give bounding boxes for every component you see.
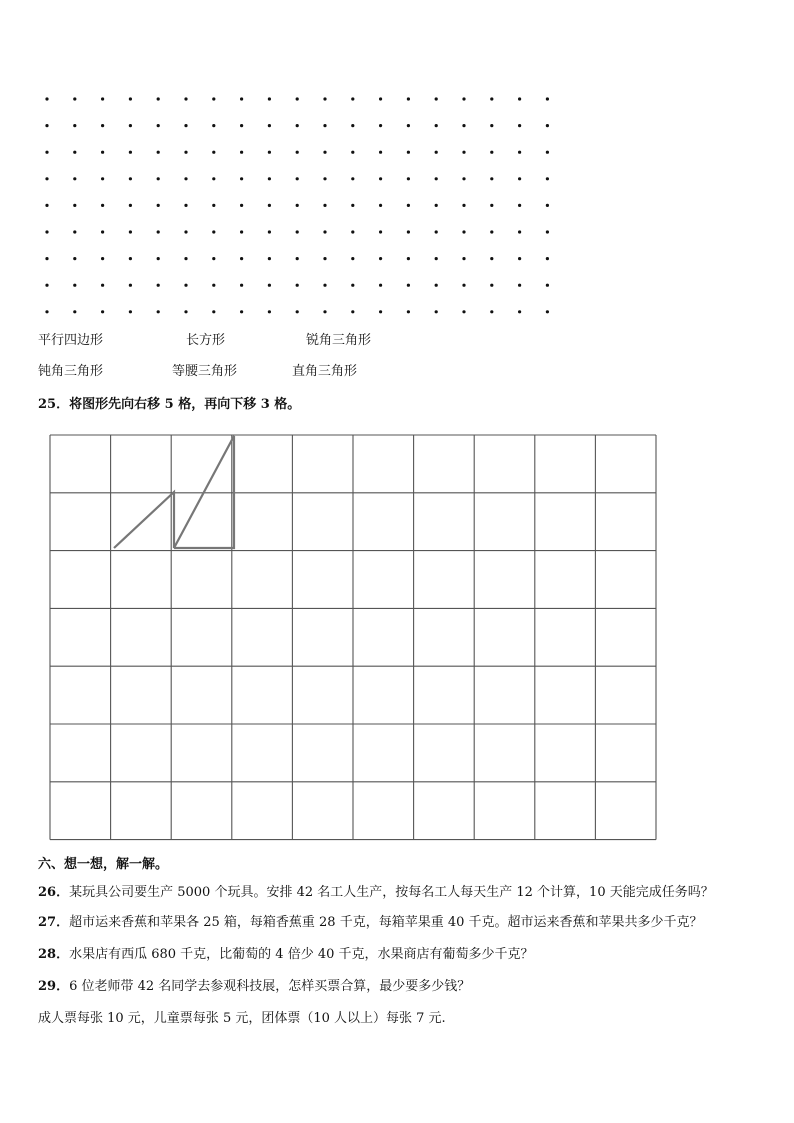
grid-lines [50, 435, 656, 840]
label-isosceles-triangle: 等腰三角形 [172, 364, 238, 379]
question-text: 超市运来香蕉和苹果各 25 箱，每箱香蕉重 28 千克，每箱苹果重 40 千克。超市运来香蕉和苹果共多少千克？ [69, 915, 703, 930]
section-title: 六、想一想，解一解。 [38, 857, 169, 872]
label-rectangle: 长方形 [186, 333, 226, 348]
triangle-figure [114, 436, 234, 548]
question-29 [38, 979, 470, 995]
question-28 [38, 947, 534, 963]
question-text: 某玩具公司要生产 5000 个玩具。安排 42 名工人生产，按每名工人每天生产 12 个计算，10 天能完成任务吗？ [69, 885, 714, 900]
question-number: 29． [38, 979, 70, 994]
question-number: 27． [38, 915, 70, 930]
question-27 [38, 915, 703, 931]
triangle-shape [114, 436, 234, 548]
question-number: 26． [38, 885, 70, 900]
question-text: 将图形先向右移 5 格，再向下移 3 格。 [69, 397, 301, 412]
question-text: 6 位老师带 42 名同学去参观科技展，怎样买票合算，最少要多少钱？ [69, 979, 471, 994]
question-text: 水果店有西瓜 680 千克，比葡萄的 4 倍少 40 千克，水果商店有葡萄多少千克？ [69, 947, 534, 962]
label-parallelogram: 平行四边形 [38, 333, 104, 348]
question-26 [38, 885, 714, 901]
label-right-triangle: 直角三角形 [292, 364, 358, 379]
label-acute-triangle: 锐角三角形 [306, 333, 372, 348]
question-number: 28． [38, 947, 70, 962]
label-obtuse-triangle: 钝角三角形 [38, 364, 104, 379]
question-number: 25． [38, 397, 70, 412]
ticket-info: 成人票每张 10 元，儿童票每张 5 元，团体票（10 人以上）每张 7 元. [38, 1011, 446, 1026]
